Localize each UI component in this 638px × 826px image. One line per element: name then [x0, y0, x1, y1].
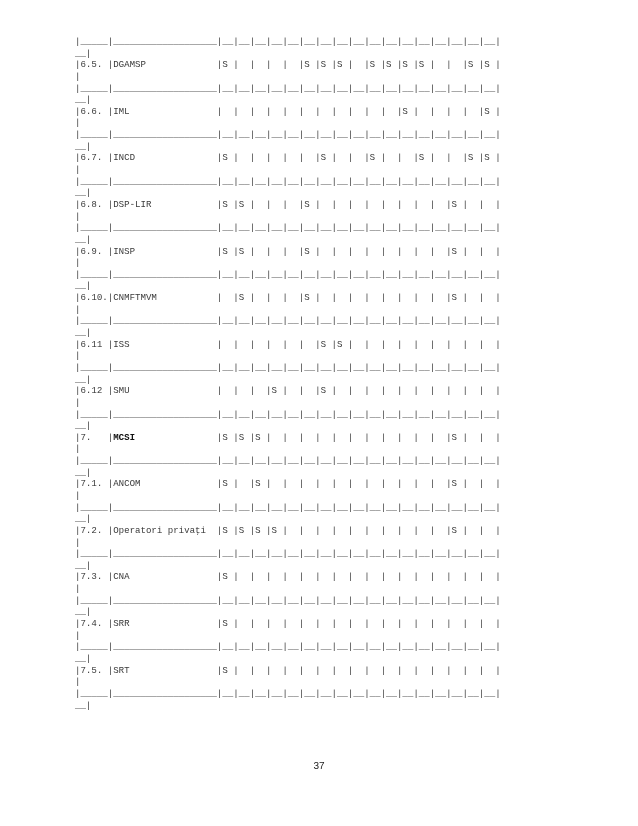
table-line: |_____|___________________|__|__|__|__|__|__|__|__|__|__|__|__|__|__|__|__|__|	[75, 82, 501, 94]
table-line: __|	[75, 187, 92, 199]
table-line: |6.11 |ISS | | | | | | |S |S | | | | | | | | | |	[75, 338, 501, 350]
table-line: |	[75, 489, 81, 501]
table-line: |6.10.|CNMFTMVM | |S | | | |S | | | | | | | | |S | | |	[75, 292, 501, 304]
table-line: |_____|___________________|__|__|__|__|__|__|__|__|__|__|__|__|__|__|__|__|__|	[75, 641, 501, 653]
table-line-prefix: |7. |	[75, 431, 114, 443]
table-line: |	[75, 583, 81, 595]
table-line: __|	[75, 420, 92, 432]
table-line: |	[75, 70, 81, 82]
table-line: |_____|___________________|__|__|__|__|__|__|__|__|__|__|__|__|__|__|__|__|__|	[75, 594, 501, 606]
table-line: __|	[75, 47, 92, 59]
table-line: __|	[75, 233, 92, 245]
table-line: |	[75, 117, 81, 129]
table-line-suffix: |S |S |S | | | | | | | | | | | |S | | |	[135, 431, 501, 443]
table-line: |6.9. |INSP |S |S | | | |S | | | | | | | | |S | | |	[75, 245, 501, 257]
table-line: |_____|___________________|__|__|__|__|__|__|__|__|__|__|__|__|__|__|__|__|__|	[75, 548, 501, 560]
table-line: |_____|___________________|__|__|__|__|__|__|__|__|__|__|__|__|__|__|__|__|__|	[75, 36, 501, 47]
table-line: __|	[75, 699, 92, 711]
table-line: |6.5. |DGAMSP |S | | | | |S |S |S | |S |S |S |S | | |S |S |	[75, 59, 501, 71]
table-line: |6.12 |SMU | | | |S | | |S | | | | | | | | | | |	[75, 385, 501, 397]
table-line: __|	[75, 559, 92, 571]
table-line: |	[75, 536, 81, 548]
table-line: |	[75, 396, 81, 408]
table-line: |7.1. |ANCOM |S | |S | | | | | | | | | | | |S | | |	[75, 478, 501, 490]
table-line: |6.7. |INCD |S | | | | | |S | | |S | | |S | | |S |S |	[75, 152, 501, 164]
table-line: |_____|___________________|__|__|__|__|__|__|__|__|__|__|__|__|__|__|__|__|__|	[75, 222, 501, 234]
table-line: |_____|___________________|__|__|__|__|__|__|__|__|__|__|__|__|__|__|__|__|__|	[75, 455, 501, 467]
table-line: |_____|___________________|__|__|__|__|__|__|__|__|__|__|__|__|__|__|__|__|__|	[75, 501, 501, 513]
table-line: __|	[75, 327, 92, 339]
page-number: 37	[313, 761, 325, 772]
table-line: |6.6. |IML | | | | | | | | | | | |S | | | | |S |	[75, 105, 501, 117]
table-line: |	[75, 350, 81, 362]
table-line: |	[75, 164, 81, 176]
table-line: __|	[75, 140, 92, 152]
table-line: |7.5. |SRT |S | | | | | | | | | | | | | | | | |	[75, 664, 501, 676]
section-heading: MCSI	[113, 431, 136, 443]
table-line: |_____|___________________|__|__|__|__|__|__|__|__|__|__|__|__|__|__|__|__|__|	[75, 361, 501, 373]
table-line: __|	[75, 373, 92, 385]
table-line: |	[75, 676, 81, 688]
table-line: __|	[75, 280, 92, 292]
table-line: |_____|___________________|__|__|__|__|__|__|__|__|__|__|__|__|__|__|__|__|__|	[75, 687, 501, 699]
table-line: |	[75, 257, 81, 269]
ascii-responsibility-table	[75, 36, 501, 711]
table-line: |_____|___________________|__|__|__|__|__|__|__|__|__|__|__|__|__|__|__|__|__|	[75, 408, 501, 420]
table-line: __|	[75, 466, 92, 478]
table-line: __|	[75, 94, 92, 106]
table-line: |6.8. |DSP-LIR |S |S | | | |S | | | | | | | | |S | | |	[75, 198, 501, 210]
table-line: |7.2. |Operatori privaţi |S |S |S |S | | | | | | | | | | |S | | |	[75, 524, 501, 536]
table-line	[75, 432, 501, 444]
table-line: |_____|___________________|__|__|__|__|__|__|__|__|__|__|__|__|__|__|__|__|__|	[75, 129, 501, 141]
table-line: |_____|___________________|__|__|__|__|__|__|__|__|__|__|__|__|__|__|__|__|__|	[75, 175, 501, 187]
table-line: |	[75, 303, 81, 315]
table-line: __|	[75, 513, 92, 525]
table-line: __|	[75, 652, 92, 664]
table-line: |7.4. |SRR |S | | | | | | | | | | | | | | | | |	[75, 618, 501, 630]
table-line: |	[75, 629, 81, 641]
table-line: __|	[75, 606, 92, 618]
table-line: |	[75, 210, 81, 222]
table-line: |	[75, 443, 81, 455]
table-line: |_____|___________________|__|__|__|__|__|__|__|__|__|__|__|__|__|__|__|__|__|	[75, 268, 501, 280]
table-line: |7.3. |CNA |S | | | | | | | | | | | | | | | | |	[75, 571, 501, 583]
table-line: |_____|___________________|__|__|__|__|__|__|__|__|__|__|__|__|__|__|__|__|__|	[75, 315, 501, 327]
